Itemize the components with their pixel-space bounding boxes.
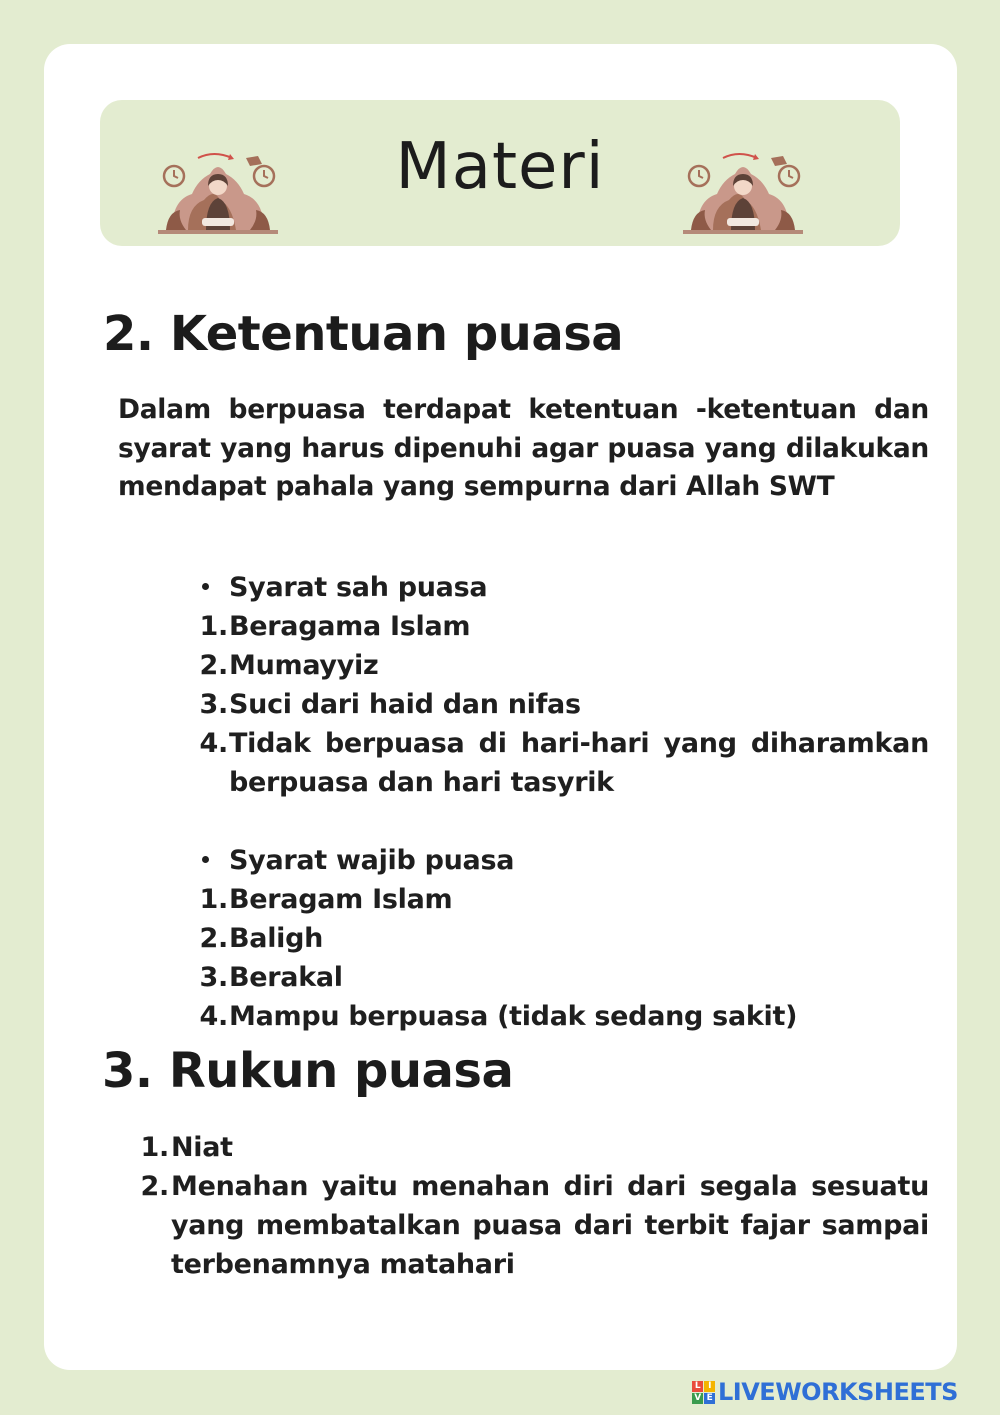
- live-badge-icon: [692, 1381, 715, 1404]
- list-number: 2.: [140, 1171, 169, 1202]
- list-text: Mampu berpuasa (tidak sedang sakit): [229, 1001, 798, 1032]
- list-item: [192, 724, 929, 802]
- syarat-wajib-heading: Syarat wajib puasa: [229, 845, 515, 876]
- list-number: 4.: [199, 728, 228, 759]
- badge-letter: I: [704, 1381, 715, 1392]
- section-heading-rukun: 3. Rukun puasa: [102, 1043, 514, 1099]
- syarat-sah-list: [192, 607, 929, 802]
- list-text: Suci dari haid dan nifas: [229, 689, 581, 720]
- list-item: [133, 1167, 929, 1284]
- brand-name: LIVEWORKSHEETS: [718, 1378, 958, 1406]
- list-number: 3.: [199, 962, 228, 993]
- list-text: Mumayyiz: [229, 650, 379, 681]
- list-text: Niat: [171, 1132, 233, 1163]
- liveworksheets-logo[interactable]: [692, 1378, 958, 1406]
- list-number: 2.: [199, 923, 228, 954]
- list-text: Menahan yaitu menahan diri dari segala sesuatu yang membatalkan puasa dari terbit fajar sampai terbenamnya matahari: [171, 1171, 929, 1280]
- syarat-wajib-list: [192, 880, 929, 1036]
- list-text: Berakal: [229, 962, 343, 993]
- list-item: [192, 685, 929, 724]
- list-number: 1.: [199, 884, 228, 915]
- list-text: Tidak berpuasa di hari-hari yang diharamkan berpuasa dan hari tasyrik: [229, 728, 929, 798]
- syarat-sah-heading: Syarat sah puasa: [229, 572, 488, 603]
- mosque-praying-person-illustration: [683, 150, 807, 238]
- mosque-praying-person-illustration: [158, 150, 282, 238]
- list-item: [192, 646, 929, 685]
- intro-paragraph: Dalam berpuasa terdapat ketentuan -ketentuan dan syarat yang harus dipenuhi agar puasa yang dilakukan mendapat pahala yang sempurna dari Allah SWT: [118, 394, 929, 502]
- list-text: Beragam Islam: [229, 884, 453, 915]
- list-item: [192, 607, 929, 646]
- list-item: [133, 1128, 929, 1167]
- list-number: 1.: [140, 1132, 169, 1163]
- badge-letter: L: [692, 1381, 703, 1392]
- badge-letter: E: [704, 1393, 715, 1404]
- list-item: [192, 997, 929, 1036]
- list-text: Beragama Islam: [229, 611, 471, 642]
- list-text: Baligh: [229, 923, 324, 954]
- list-number: 2.: [199, 650, 228, 681]
- bullet-icon: [202, 856, 209, 863]
- list-item: [192, 958, 929, 997]
- list-number: 4.: [199, 1001, 228, 1032]
- page-title: Materi: [395, 130, 605, 204]
- section-heading-ketentuan: 2. Ketentuan puasa: [103, 306, 624, 362]
- bullet-icon: [202, 583, 209, 590]
- list-item: [192, 880, 929, 919]
- badge-letter: V: [692, 1393, 703, 1404]
- rukun-list: [133, 1128, 929, 1284]
- list-number: 3.: [199, 689, 228, 720]
- list-item: [192, 919, 929, 958]
- list-number: 1.: [199, 611, 228, 642]
